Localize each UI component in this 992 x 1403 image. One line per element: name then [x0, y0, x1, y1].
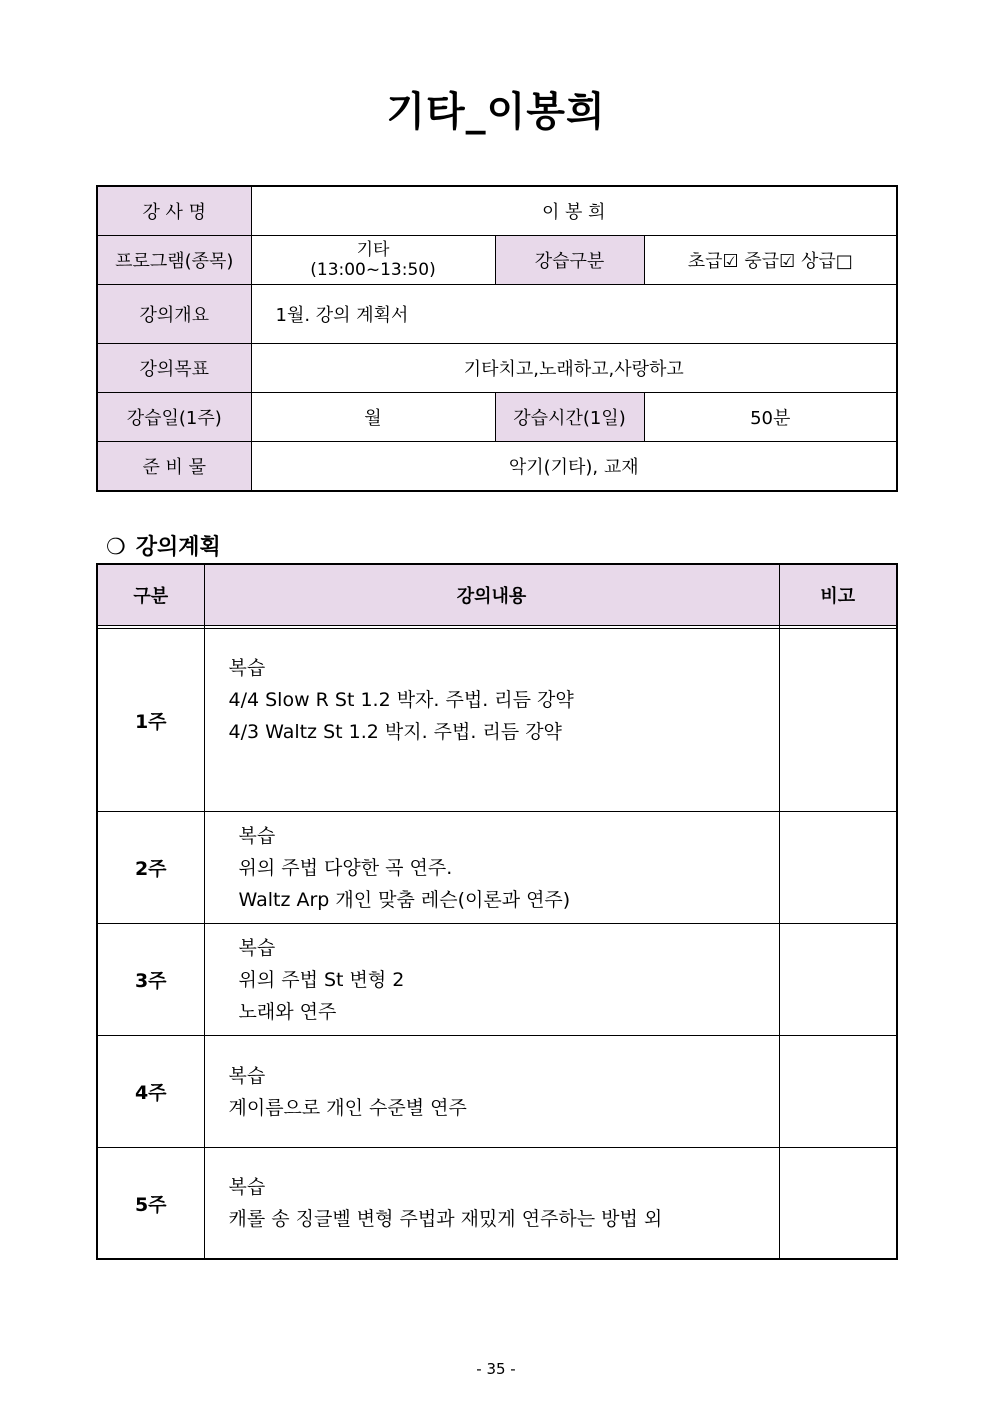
goal-label: 강의목표 — [97, 344, 251, 393]
level-value: 초급☑ 중급☑ 상급□ — [644, 236, 897, 285]
program-time: (13:00~13:50) — [310, 260, 436, 280]
content-line: Waltz Arp 개인 맞춤 레슨(이론과 연주) — [238, 888, 571, 911]
goal-value: 기타치고,노래하고,사랑하고 — [251, 344, 897, 393]
table-row — [97, 924, 897, 1036]
program-value — [251, 236, 495, 285]
week-label: 1주 — [97, 629, 204, 812]
lesson-plan-header-row — [97, 564, 897, 626]
supplies-value: 악기(기타), 교재 — [251, 442, 897, 492]
content-line: 계이름으로 개인 수준별 연주 — [228, 1096, 467, 1119]
week-note — [779, 1148, 897, 1260]
time-value: 50분 — [644, 393, 897, 442]
content-line: 복습 — [238, 936, 276, 959]
header-content: 강의내용 — [204, 564, 779, 626]
content-line: 4/4 Slow R St 1.2 박자. 주법. 리듬 강약 — [228, 689, 574, 711]
week-note — [779, 812, 897, 924]
section-title: 강의계획 — [135, 535, 221, 560]
days-label: 강습일(1주) — [97, 393, 251, 442]
days-value: 월 — [251, 393, 495, 442]
content-line: 복습 — [228, 1176, 266, 1198]
section-heading — [106, 530, 221, 561]
instructor-value: 이 봉 희 — [251, 186, 897, 236]
week-note — [779, 1036, 897, 1148]
week-label: 2주 — [97, 812, 204, 924]
level-label: 강습구분 — [495, 236, 644, 285]
instructor-label: 강 사 명 — [97, 186, 251, 236]
lesson-plan-table — [96, 563, 898, 1260]
time-label: 강습시간(1일) — [495, 393, 644, 442]
week-label: 3주 — [97, 924, 204, 1036]
page-number: - 35 - — [476, 1360, 516, 1378]
week-content — [204, 1036, 779, 1148]
program-label: 프로그램(종목) — [97, 236, 251, 285]
content-line: 복습 — [228, 1064, 266, 1087]
week-note — [779, 924, 897, 1036]
week-content — [204, 1148, 779, 1260]
week-note — [779, 629, 897, 812]
content-line: 복습 — [228, 657, 266, 679]
week-label: 5주 — [97, 1148, 204, 1260]
table-row — [97, 812, 897, 924]
content-line: 복습 — [238, 824, 276, 847]
week-content — [204, 812, 779, 924]
page-title: 기타_이봉희 — [386, 89, 606, 135]
content-line: 캐롤 송 징글벨 변형 주법과 재밌게 연주하는 방법 외 — [228, 1208, 663, 1230]
course-info-table — [96, 185, 898, 492]
header-note: 비고 — [779, 564, 897, 626]
week-content — [204, 629, 779, 812]
table-row — [97, 1148, 897, 1260]
content-line: 위의 주법 St 변형 2 — [238, 968, 405, 991]
content-line: 노래와 연주 — [238, 1000, 337, 1023]
table-row — [97, 629, 897, 812]
table-row — [97, 1036, 897, 1148]
program-name: 기타 — [356, 240, 390, 260]
supplies-label: 준 비 물 — [97, 442, 251, 492]
header-week: 구분 — [97, 564, 204, 626]
overview-value: 1월. 강의 계획서 — [251, 285, 897, 344]
content-line: 4/3 Waltz St 1.2 박지. 주법. 리듬 강약 — [228, 721, 562, 743]
circle-bullet-icon: ❍ — [106, 535, 126, 560]
week-label: 4주 — [97, 1036, 204, 1148]
overview-label: 강의개요 — [97, 285, 251, 344]
week-content — [204, 924, 779, 1036]
content-line: 위의 주법 다양한 곡 연주. — [238, 856, 453, 879]
